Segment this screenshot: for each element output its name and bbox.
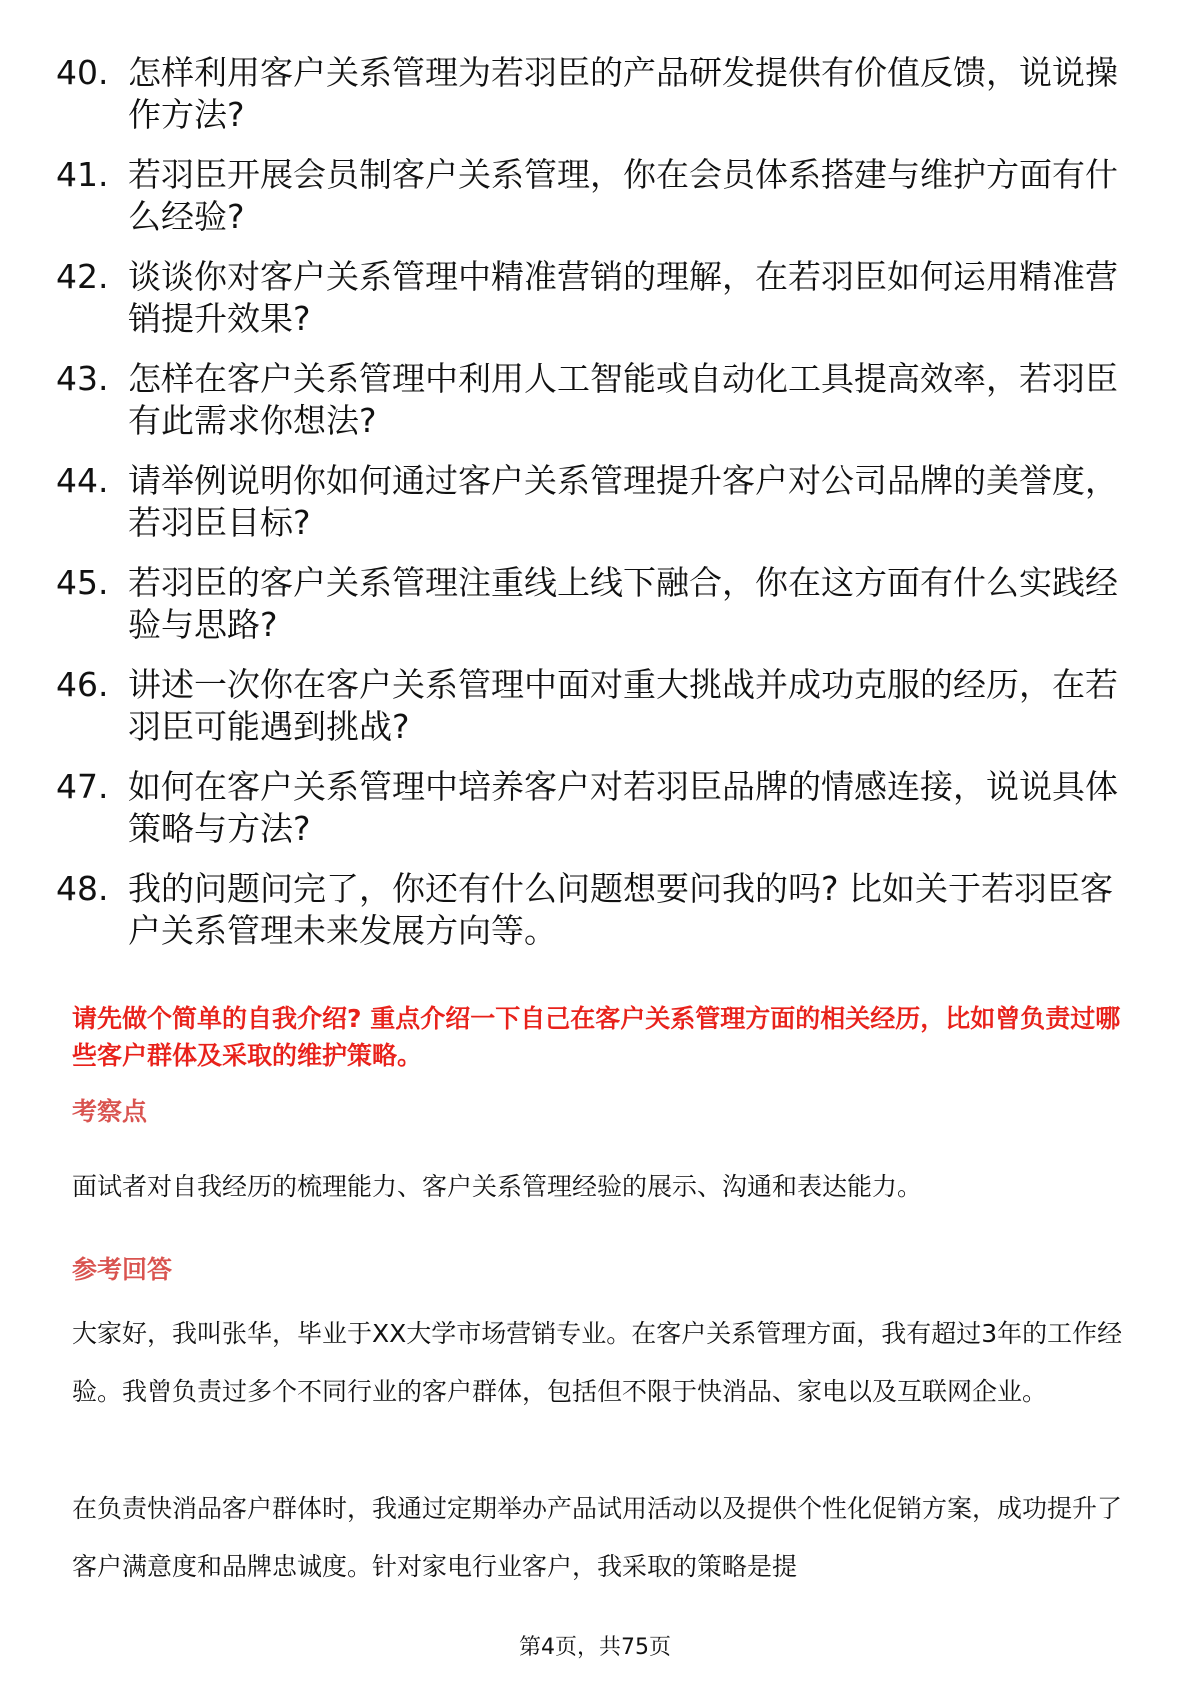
question-list: [56, 52, 1136, 970]
question-text: 若羽臣的客户关系管理注重线上线下融合，你在这方面有什么实践经验与思路?: [128, 563, 1118, 644]
question-text: 如何在客户关系管理中培养客户对若羽臣品牌的情感连接，说说具体策略与方法?: [128, 767, 1118, 848]
question-text: 若羽臣开展会员制客户关系管理，你在会员体系搭建与维护方面有什么经验?: [128, 155, 1118, 236]
question-number: 42.: [56, 257, 109, 296]
question-item: [56, 664, 1136, 748]
question-item: [56, 358, 1136, 442]
reference-paragraph-2: 在负责快消品客户群体时，我通过定期举办产品试用活动以及提供个性化促销方案，成功提升了客户满意度和品牌忠诚度。针对家电行业客户，我采取的策略是提: [72, 1494, 1123, 1581]
question-number: 44.: [56, 461, 109, 500]
reference-paragraph-1: 大家好，我叫张华，毕业于XX大学市场营销专业。在客户关系管理方面，我有超过3年的工作经验。我曾负责过多个不同行业的客户群体，包括但不限于快消品、家电以及互联网企业。: [72, 1319, 1123, 1406]
question-number: 46.: [56, 665, 109, 704]
question-text: 怎样利用客户关系管理为若羽臣的产品研发提供有价值反馈，说说操作方法?: [128, 53, 1118, 134]
question-number: 48.: [56, 869, 109, 908]
question-number: 45.: [56, 563, 109, 602]
question-item: [56, 256, 1136, 340]
intro-question: 请先做个简单的自我介绍? 重点介绍一下自己在客户关系管理方面的相关经历，比如曾负责过哪些客户群体及采取的维护策略。: [72, 1004, 1121, 1070]
question-text: 讲述一次你在客户关系管理中面对重大挑战并成功克服的经历，在若羽臣可能遇到挑战?: [128, 665, 1118, 746]
question-number: 43.: [56, 359, 109, 398]
question-text: 谈谈你对客户关系管理中精准营销的理解，在若羽臣如何运用精准营销提升效果?: [128, 257, 1118, 338]
exam-points-label: 考察点: [72, 1097, 148, 1126]
question-item: [56, 460, 1136, 544]
question-text: 请举例说明你如何通过客户关系管理提升客户对公司品牌的美誉度，若羽臣目标?: [128, 461, 1118, 542]
question-text: 怎样在客户关系管理中利用人工智能或自动化工具提高效率，若羽臣有此需求你想法?: [128, 359, 1118, 440]
reference-answer-label: 参考回答: [72, 1255, 173, 1284]
question-item: [56, 766, 1136, 850]
question-item: [56, 154, 1136, 238]
page-footer: 第4页，共75页: [519, 1635, 671, 1660]
question-number: 47.: [56, 767, 109, 806]
question-text: 我的问题问完了，你还有什么问题想要问我的吗? 比如关于若羽臣客户关系管理未来发展方向等。: [128, 869, 1114, 950]
question-number: 41.: [56, 155, 109, 194]
exam-points-text: 面试者对自我经历的梳理能力、客户关系管理经验的展示、沟通和表达能力。: [72, 1172, 923, 1201]
question-number: 40.: [56, 53, 109, 92]
question-item: [56, 562, 1136, 646]
question-item: [56, 868, 1136, 952]
question-item: [56, 52, 1136, 136]
